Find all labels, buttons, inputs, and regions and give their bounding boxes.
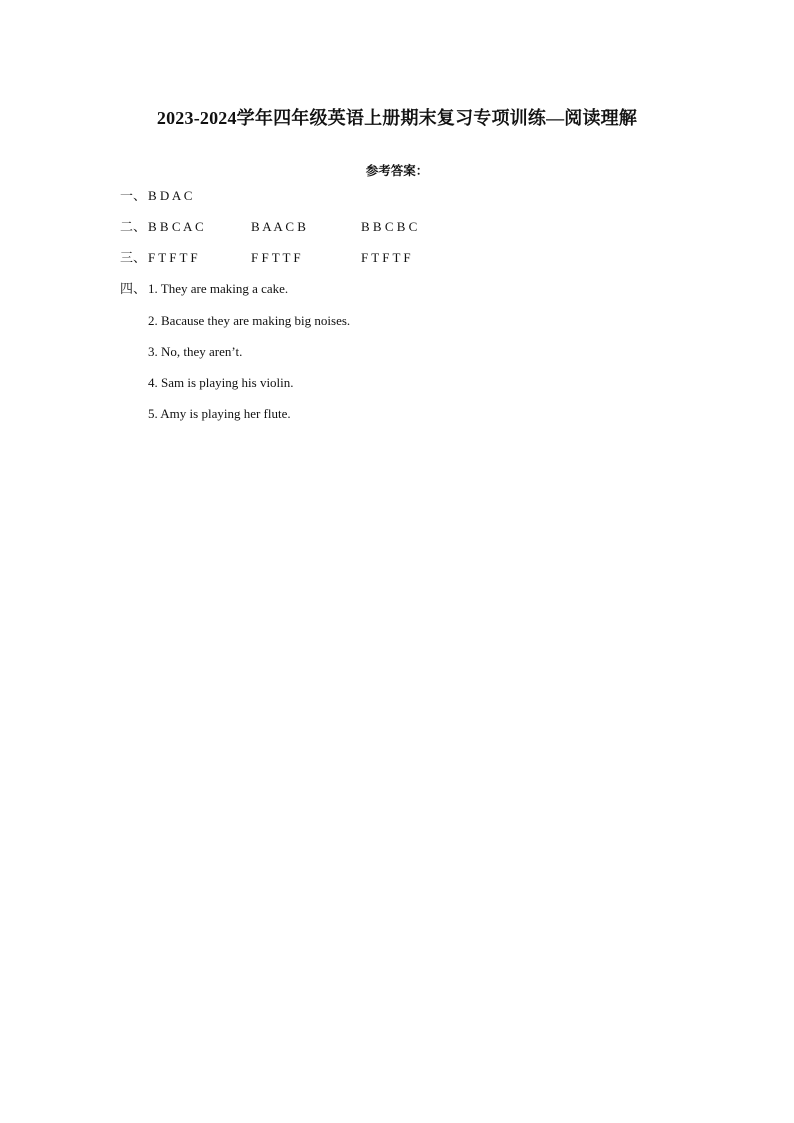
section-4 [120, 280, 289, 298]
document-title: 2023-2024学年四年级英语上册期末复习专项训练—阅读理解 [156, 108, 638, 128]
section-4-answer-4: 4. Sam is playing his violin. [148, 375, 294, 390]
section-4-answer-3: 3. No, they aren’t. [148, 344, 243, 359]
section-2-label: 二、 [120, 219, 147, 234]
section-1-label: 一、 [120, 188, 147, 203]
section-2-group-3: B B C B C [361, 219, 418, 234]
section-3-label: 三、 [120, 250, 147, 265]
section-2-group-1: B B C A C [148, 219, 204, 234]
section-4-answer-5: 5. Amy is playing her flute. [148, 406, 291, 421]
section-3-group-1: F T F T F [148, 250, 198, 265]
section-2-group-2: B A A C B [251, 219, 306, 234]
answer-key-heading: 参考答案： [365, 164, 429, 178]
section-4-answer-2: 2. Bacause they are making big noises. [148, 313, 351, 328]
section-3-group-2: F F T T F [251, 250, 301, 265]
section-4-label: 四、 [120, 281, 147, 296]
section-3 [120, 249, 411, 267]
section-1 [120, 187, 193, 205]
section-2 [120, 218, 418, 236]
section-4-answer-1: 1. They are making a cake. [148, 281, 289, 296]
section-1-group-1: B D A C [148, 188, 193, 203]
section-3-group-3: F T F T F [361, 250, 411, 265]
